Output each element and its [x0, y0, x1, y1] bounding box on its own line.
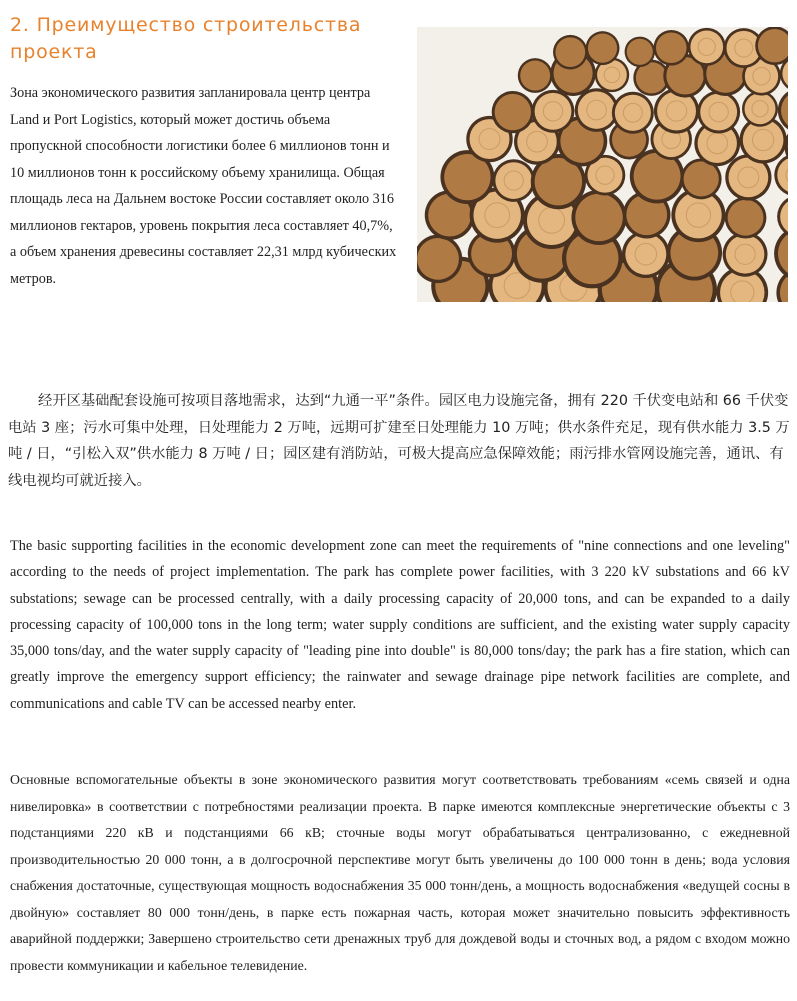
log-end [728, 200, 764, 236]
log-end [656, 32, 687, 63]
log-end [684, 161, 719, 196]
log-end [495, 94, 531, 130]
log-end [535, 93, 572, 130]
log-end [555, 37, 585, 67]
log-end [657, 92, 696, 131]
timber-logs-illustration [417, 27, 788, 302]
infrastructure-paragraph-en: The basic supporting facilities in the economic development zone can meet the requirements of "nine connections and one leveling" according to the needs of project implementation. The park has complete power facilities, with 3 220 kV substations and 66 kV substations; sewage can be processed centrally, with a daily processing capacity of 20,000 tons, and can be expanded to a daily processing capacity of 100,000 tons in the long term; water supply conditions are sufficient, and the existing water supply capacity 35,000 tons/day, and the water supply capacity of "leading pine into double" is 80,000 tons/day; the park has a fire station, which can greatly improve the emergency support efficiency; the rainwater and sewage drainage pipe network facilities are complete, and communications and cable TV can be accessed nearby enter. [10, 538, 790, 712]
log-end [745, 93, 776, 124]
log-end [417, 238, 459, 280]
log-end [495, 162, 532, 199]
infrastructure-paragraph-ru: Основные вспомогательные объекты в зоне экономического развития могут соответствовать требованиям «семь связей и одна нивелировка» в соответствии с потребностями реализации проекта. В парке имеются комплексные энергетические объекты с 3 подстанциями 220 кВ и подстанциями 66 кВ; сточные воды могут обрабатываться централизованно, с ежедневной производительностью 20 000 тонн, а в долгосрочной перспективе могут быть увеличены до 100 000 тонн в день; вода условия снабжения достаточные, существующая мощность водоснабжения 35 000 тонн/день, а мощность водоснабжения «ведущей сосны в двойную» составляет 80 000 тонн/день, в парке есть пожарная часть, которая может значительно повысить эффективность аварийной поддержки; Завершено строительство сети дренажных труб для дождевой воды и сточных вод, а рядом с входом можно провести коммуникации и кабельное телевидение. [10, 772, 790, 973]
infrastructure-paragraph-cn: 经开区基础配套设施可按项目落地需求，达到“九通一平”条件。园区电力设施完备，拥有 220 千伏变电站和 66 千伏变电站 3 座；污水可集中处理，日处理能力 2 万吨，远期可扩建至日处理能力 10 万吨；供水条件充足，现有供水能力 3.5 万吨 / 日，“引松入双”供水能力 8 万吨 / 日；园区建有消防站，可极大提高应急保障效能；雨污排水管网设施完善，通讯、有线电视均可就近接入。 [8, 393, 790, 489]
section-heading: 2. Преимущество строительства проекта [10, 14, 362, 63]
log-end [575, 194, 622, 241]
log-end [690, 30, 723, 63]
log-end [588, 34, 617, 63]
log-end [615, 95, 651, 131]
log-end [700, 94, 737, 131]
log-end [520, 61, 550, 91]
intro-paragraph-ru: Зона экономического развития запланировала центр центра Land и Port Logistics, который может достичь объема пропускной способности логистики более 6 миллионов тонн и 10 миллионов тонн к российскому объему хранилища. Общая площадь леса на Дальнем востоке России составляет около 316 миллионов гектаров, уровень покрытия леса составляет 40,7%, а объем хранения древесины составляет 22,31 млрд кубических метров. [10, 85, 397, 287]
log-end [578, 91, 615, 128]
log-end [625, 234, 666, 275]
timber-logs-photo [417, 27, 788, 302]
log-end [726, 235, 765, 274]
log-end [627, 39, 653, 65]
